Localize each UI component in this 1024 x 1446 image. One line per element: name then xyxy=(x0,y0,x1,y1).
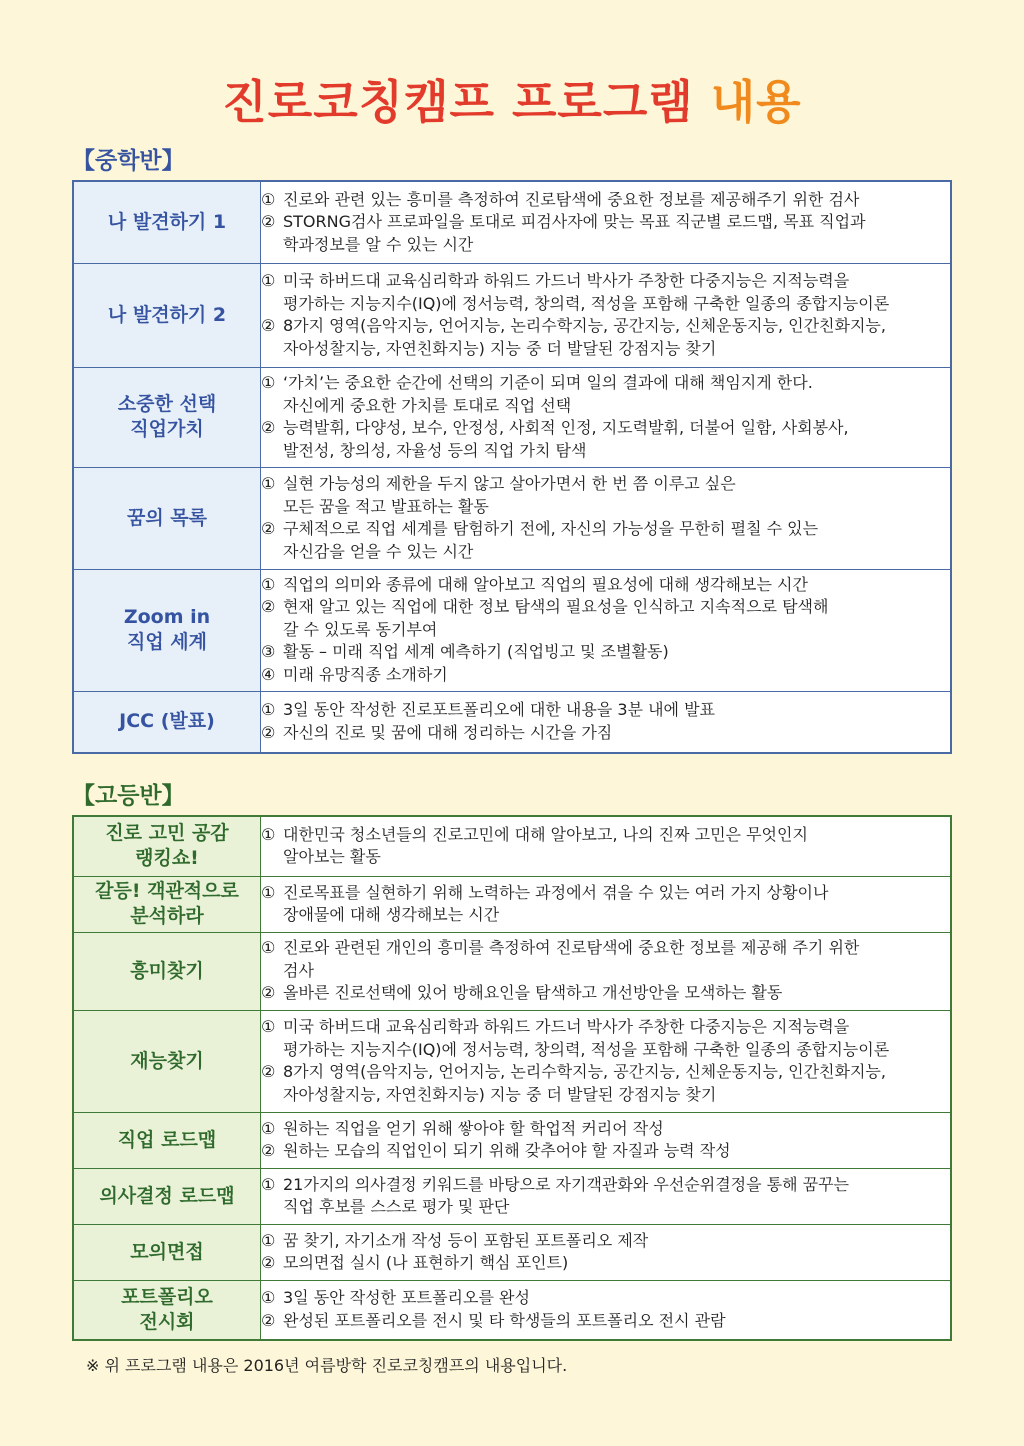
program-name: 꿈의 목록 xyxy=(73,467,261,569)
description-item xyxy=(261,1061,950,1106)
item-number: ② xyxy=(261,316,276,335)
program-row xyxy=(73,569,951,691)
item-number: ① xyxy=(261,373,276,392)
description-item xyxy=(261,1287,950,1310)
item-text: 실현 가능성의 제한을 두지 않고 살아가면서 한 번 쯤 이루고 싶은 모든 꿈을 적고 발표하는 활동 xyxy=(283,474,736,516)
description-item xyxy=(261,722,950,745)
program-description xyxy=(261,876,952,932)
item-text: 자신의 진로 및 꿈에 대해 정리하는 시간을 가짐 xyxy=(283,722,613,742)
program-name: 소중한 선택 직업가치 xyxy=(73,367,261,467)
item-text: 미래 유망직종 소개하기 xyxy=(283,664,448,684)
program-description xyxy=(261,367,952,467)
program-description xyxy=(261,1224,952,1280)
program-description xyxy=(261,1010,952,1112)
middle-school-section-label: 【중학반】 xyxy=(72,148,185,174)
description-item xyxy=(261,1310,950,1333)
program-name: JCC (발표) xyxy=(73,691,261,753)
program-row xyxy=(73,1112,951,1168)
item-text: 21가지의 의사결정 키워드를 바탕으로 자기객관화와 우선순위결정을 통해 꿈꾸는 직업 후보를 스스로 평가 및 판단 xyxy=(283,1174,850,1216)
program-row xyxy=(73,932,951,1010)
description-item xyxy=(261,372,950,417)
program-description xyxy=(261,932,952,1010)
program-description xyxy=(261,816,952,876)
description-item xyxy=(261,699,950,722)
program-row xyxy=(73,876,951,932)
program-name: 직업 로드맵 xyxy=(73,1112,261,1168)
program-name: 모의면접 xyxy=(73,1224,261,1280)
item-number: ② xyxy=(261,1141,276,1160)
item-text: 미국 하버드대 교육심리학과 하워드 가드너 박사가 주창한 다중지능은 지적능력을 평가하는 지능지수(IQ)에 정서능력, 창의력, 적성을 포함해 구축한 일종의 종합지능이론 xyxy=(283,271,890,313)
item-text: 진로와 관련 있는 흥미를 측정하여 진로탐색에 중요한 정보를 제공해주기 위한 검사 xyxy=(283,189,860,209)
description-item xyxy=(261,596,950,641)
program-name: 포트폴리오 전시회 xyxy=(73,1280,261,1340)
item-text: 원하는 모습의 직업인이 되기 위해 갖추어야 할 자질과 능력 작성 xyxy=(283,1141,731,1160)
program-name: 진로 고민 공감 랭킹쇼! xyxy=(73,816,261,876)
description-item xyxy=(261,417,950,462)
program-row xyxy=(73,181,951,263)
item-number: ② xyxy=(261,519,276,538)
description-item xyxy=(261,1140,950,1163)
program-row xyxy=(73,816,951,876)
description-item xyxy=(261,1118,950,1141)
description-item xyxy=(261,270,950,315)
title-accent: 내용 xyxy=(710,75,802,129)
item-number: ② xyxy=(261,597,276,617)
description-item xyxy=(261,937,950,982)
description-item xyxy=(261,1252,950,1275)
description-item xyxy=(261,315,950,360)
description-item xyxy=(261,1016,950,1061)
program-name: 나 발견하기 1 xyxy=(73,181,261,263)
description-item xyxy=(261,211,950,256)
program-row xyxy=(73,367,951,467)
item-number: ① xyxy=(261,574,276,594)
description-item xyxy=(261,664,950,687)
program-row xyxy=(73,1010,951,1112)
description-item xyxy=(261,1230,950,1253)
program-description xyxy=(261,691,952,753)
item-number: ① xyxy=(261,700,276,720)
description-item xyxy=(261,189,950,212)
program-description xyxy=(261,1280,952,1340)
item-text: 미국 하버드대 교육심리학과 하워드 가드너 박사가 주창한 다중지능은 지적능력을 평가하는 지능지수(IQ)에 정서능력, 창의력, 적성을 포함해 구축한 일종의 종합지능이론 xyxy=(283,1017,890,1059)
program-description xyxy=(261,467,952,569)
high-school-section-label: 【고등반】 xyxy=(72,783,185,809)
description-item xyxy=(261,574,950,597)
program-description xyxy=(261,263,952,367)
program-row xyxy=(73,263,951,367)
item-number: ① xyxy=(261,1174,276,1194)
program-row xyxy=(73,467,951,569)
item-number: ① xyxy=(261,474,276,493)
program-name: 흥미찾기 xyxy=(73,932,261,1010)
item-number: ④ xyxy=(261,664,276,684)
program-name: 재능찾기 xyxy=(73,1010,261,1112)
description-item xyxy=(261,473,950,518)
item-text: 3일 동안 작성한 진로포트폴리오에 대한 내용을 3분 내에 발표 xyxy=(283,700,715,720)
program-name: 나 발견하기 2 xyxy=(73,263,261,367)
program-row xyxy=(73,691,951,753)
program-name: 갈등! 객관적으로 분석하라 xyxy=(73,876,261,932)
program-description xyxy=(261,1112,952,1168)
description-item xyxy=(261,824,950,869)
item-number: ① xyxy=(261,1230,276,1250)
item-text: 구체적으로 직업 세계를 탐험하기 전에, 자신의 가능성을 무한히 펼칠 수 있는 자신감을 얻을 수 있는 시간 xyxy=(283,519,819,561)
item-text: 꿈 찾기, 자기소개 작성 등이 포함된 포트폴리오 제작 xyxy=(283,1230,649,1250)
item-number: ① xyxy=(261,1288,276,1308)
program-description xyxy=(261,181,952,263)
description-item xyxy=(261,518,950,563)
item-number: ② xyxy=(261,1310,276,1330)
program-row xyxy=(73,1280,951,1340)
item-text: STORNG검사 프로파일을 토대로 피검사자에 맞는 목표 직군별 로드맵, 목표 직업과 학과정보를 알 수 있는 시간 xyxy=(283,212,866,254)
item-number: ① xyxy=(261,1118,276,1138)
item-text: 진로와 관련된 개인의 흥미를 측정하여 진로탐색에 중요한 정보를 제공해 주기 위한 검사 xyxy=(283,938,860,980)
title-main: 진로코칭캠프 프로그램 xyxy=(222,75,694,129)
program-name: 의사결정 로드맵 xyxy=(73,1168,261,1224)
high-school-program-table xyxy=(72,815,952,1341)
item-number: ① xyxy=(261,189,276,209)
item-number: ① xyxy=(261,1017,276,1036)
description-item xyxy=(261,1174,950,1219)
page-title xyxy=(0,72,1024,132)
item-number: ① xyxy=(261,938,276,958)
item-text: 모의면접 실시 (나 표현하기 핵심 포인트) xyxy=(283,1253,569,1272)
item-text: 현재 알고 있는 직업에 대한 정보 탐색의 필요성을 인식하고 지속적으로 탐색해 갈 수 있도록 동기부여 xyxy=(283,597,829,639)
item-text: 활동 – 미래 직업 세계 예측하기 (직업빙고 및 조별활동) xyxy=(283,642,669,662)
description-item xyxy=(261,882,950,927)
item-text: ‘가치’는 중요한 순간에 선택의 기준이 되며 일의 결과에 대해 책임지게 한다. 자신에게 중요한 가치를 토대로 직업 선택 xyxy=(283,373,813,415)
description-item xyxy=(261,982,950,1005)
item-number: ② xyxy=(261,418,276,437)
item-text: 3일 동안 작성한 포트폴리오를 완성 xyxy=(283,1288,530,1308)
program-row xyxy=(73,1168,951,1224)
item-number: ② xyxy=(261,983,276,1003)
item-text: 직업의 의미와 종류에 대해 알아보고 직업의 필요성에 대해 생각해보는 시간 xyxy=(283,574,808,594)
item-number: ③ xyxy=(261,642,276,662)
item-number: ② xyxy=(261,1253,276,1272)
program-name: Zoom in 직업 세계 xyxy=(73,569,261,691)
item-number: ① xyxy=(261,271,276,290)
footnote: ※ 위 프로그램 내용은 2016년 여름방학 진로코칭캠프의 내용입니다. xyxy=(86,1356,568,1375)
item-text: 완성된 포트폴리오를 전시 및 타 학생들의 포트폴리오 전시 관람 xyxy=(283,1310,726,1330)
item-number: ② xyxy=(261,722,276,742)
program-description xyxy=(261,1168,952,1224)
item-text: 능력발휘, 다양성, 보수, 안정성, 사회적 인정, 지도력발휘, 더불어 일함, 사회봉사, 발전성, 창의성, 자율성 등의 직업 가치 탐색 xyxy=(283,418,849,460)
program-description xyxy=(261,569,952,691)
item-text: 진로목표를 실현하기 위해 노력하는 과정에서 겪을 수 있는 여러 가지 상황이나 장애물에 대해 생각해보는 시간 xyxy=(283,882,829,924)
item-text: 원하는 직업을 얻기 위해 쌓아야 할 학업적 커리어 작성 xyxy=(283,1118,664,1138)
item-number: ① xyxy=(261,882,276,902)
item-number: ② xyxy=(261,212,276,231)
item-number: ② xyxy=(261,1062,276,1081)
item-text: 8가지 영역(음악지능, 언어지능, 논리수학지능, 공간지능, 신체운동지능, 인간친화지능, 자아성찰지능, 자연친화지능) 지능 중 더 발달된 강점지능 찾기 xyxy=(283,316,886,358)
item-number: ① xyxy=(261,824,276,844)
item-text: 올바른 진로선택에 있어 방해요인을 탐색하고 개선방안을 모색하는 활동 xyxy=(283,983,783,1003)
middle-school-program-table xyxy=(72,180,952,754)
description-item xyxy=(261,641,950,664)
item-text: 대한민국 청소년들의 진로고민에 대해 알아보고, 나의 진짜 고민은 무엇인지 알아보는 활동 xyxy=(283,824,808,867)
program-row xyxy=(73,1224,951,1280)
item-text: 8가지 영역(음악지능, 언어지능, 논리수학지능, 공간지능, 신체운동지능, 인간친화지능, 자아성찰지능, 자연친화지능) 지능 중 더 발달된 강점지능 찾기 xyxy=(283,1062,886,1104)
